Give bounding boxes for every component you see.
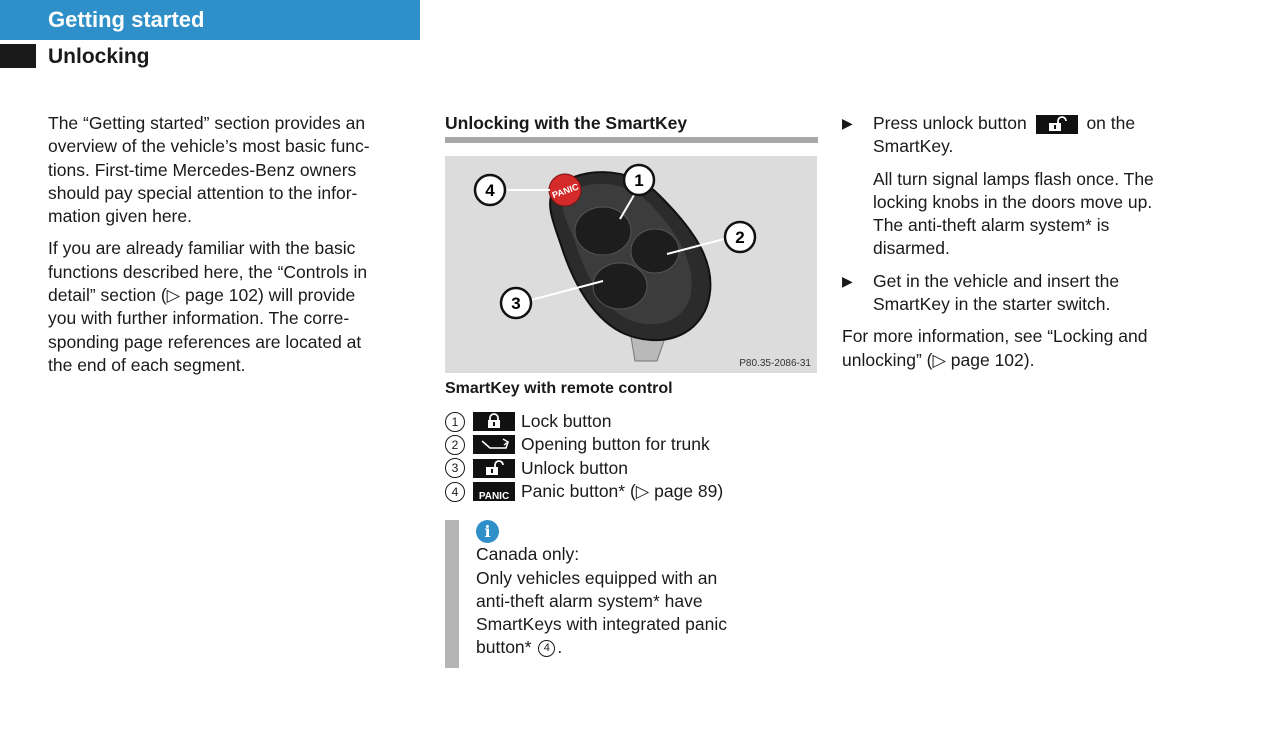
svg-text:1: 1 [634, 171, 644, 190]
legend-label: Unlock button [521, 457, 629, 478]
step-1-result: All turn signal lamps flash once. The locking knobs in the doors move up. The anti-theft alarm system* is disarmed. [873, 168, 1154, 259]
note-callout-ref: 4 [538, 640, 555, 657]
legend-number: 1 [445, 412, 465, 432]
canada-note [445, 520, 775, 668]
subsection-marker [0, 44, 36, 68]
lock-icon [473, 412, 515, 431]
info-icon: i [476, 520, 499, 543]
section-title: Getting started [48, 7, 205, 32]
smartkey-heading: Unlocking with the SmartKey [445, 113, 688, 133]
panic-button-label: PANIC [550, 181, 580, 201]
legend-row [445, 457, 723, 480]
callout-3 [501, 288, 531, 318]
section-header-bar [0, 0, 420, 40]
steps-column [842, 112, 1212, 381]
heading-rule [445, 137, 818, 143]
legend-label: Opening button for trunk [521, 434, 710, 455]
intro-paragraph-1: The “Getting started” section provides an overview of the vehicle’s most basic func- tions. First-time Mercedes-Benz owners should pay special attention to the infor- mation given here. [48, 113, 370, 227]
callout-4 [475, 175, 505, 205]
legend-number: 3 [445, 458, 465, 478]
legend-number: 4 [445, 482, 465, 502]
legend-row [445, 480, 723, 503]
unlock-icon [473, 459, 515, 478]
svg-text:3: 3 [511, 294, 521, 313]
unlock-icon [1036, 115, 1078, 134]
intro-paragraph-2: If you are already familiar with the basic functions described here, the “Controls in detail” section (▷ page 102) will provide you with further information. The corre- sponding page references are located at the end of each segment. [48, 238, 368, 375]
step-2: ▶ Get in the vehicle and insert the SmartKey in the starter switch. [842, 270, 1120, 315]
note-text: i Canada only: Only vehicles equipped with an anti-theft alarm system* have SmartKeys with integrated panic button* 4 . [476, 522, 727, 658]
figure-reference: P80.35-2086-31 [739, 358, 811, 369]
smartkey-illustration [445, 156, 817, 373]
subsection-title: Unlocking [48, 45, 150, 68]
more-info: For more information, see “Locking and unlocking” (▷ page 102). [842, 326, 1148, 370]
trunk-icon [473, 435, 515, 454]
legend-label: Lock button [521, 411, 612, 431]
legend-row [445, 410, 723, 433]
callout-1 [624, 165, 654, 195]
svg-text:2: 2 [735, 228, 745, 247]
intro-column [48, 112, 423, 386]
bullet-arrow-icon: ▶ [842, 115, 853, 131]
button-legend [445, 410, 723, 503]
smartkey-figure [445, 156, 817, 373]
note-sidebar [445, 520, 459, 668]
legend-label: Panic button* (▷ page 89) [521, 480, 724, 501]
bullet-arrow-icon: ▶ [842, 272, 853, 289]
figure-caption: SmartKey with remote control [445, 380, 673, 397]
callout-2 [725, 222, 755, 252]
legend-row [445, 433, 723, 456]
svg-text:4: 4 [485, 181, 495, 200]
panic-icon: PANIC [473, 482, 515, 501]
legend-number: 2 [445, 435, 465, 455]
step-1: ▶ Press unlock button on the SmartKey. [842, 113, 1136, 157]
smartkey-heading-block [445, 112, 818, 143]
